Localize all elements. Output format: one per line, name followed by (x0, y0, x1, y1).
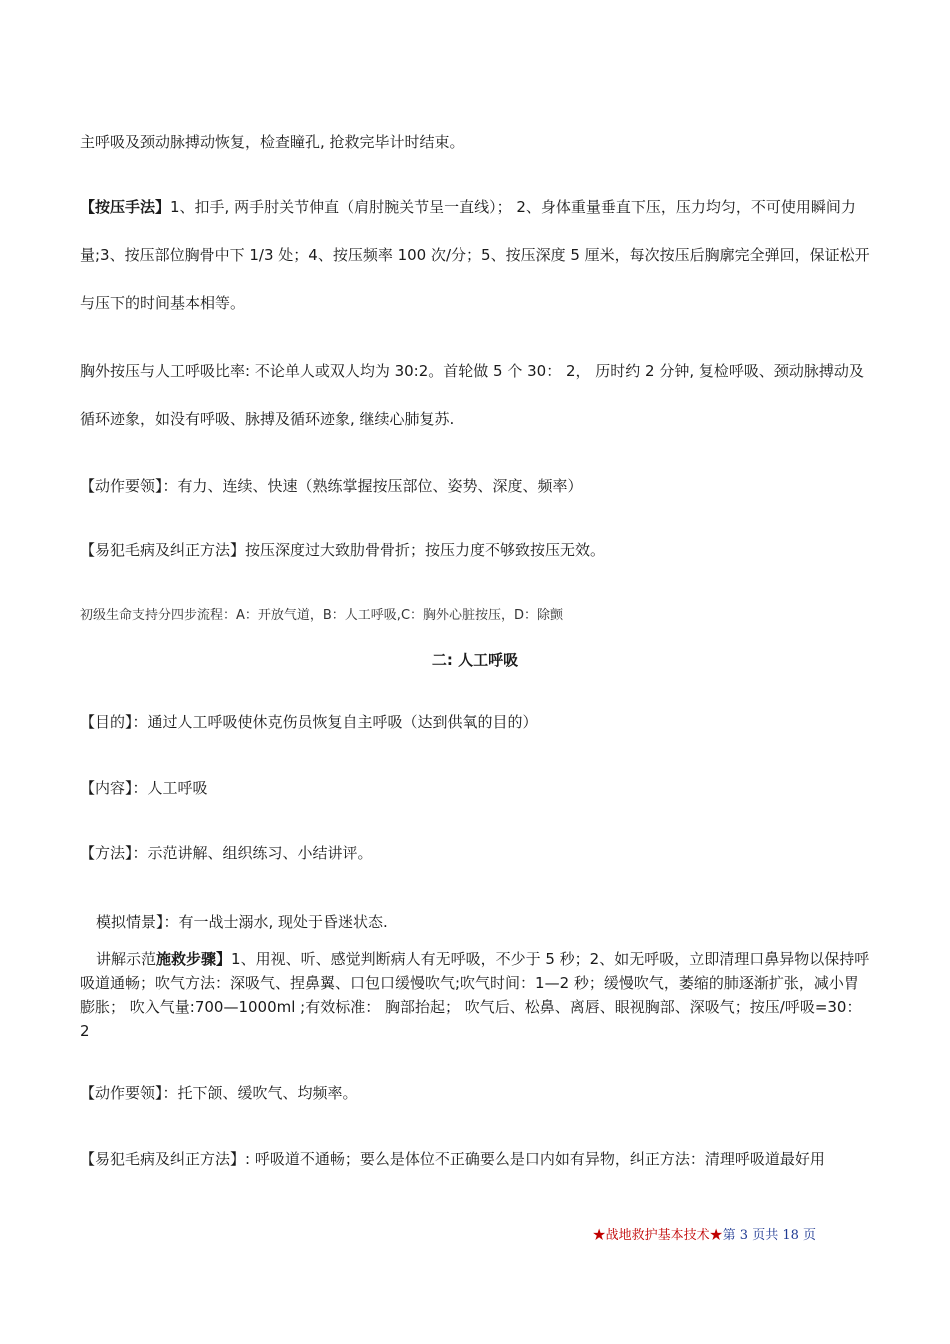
paragraph-breathing-errors: 【易犯毛病及纠正方法】: 呼吸道不通畅；要么是体位不正确要么是口内如有异物，纠正方法：清理呼吸道最好用 (80, 1150, 825, 1168)
text-compression-technique: 1、扣手, 两手肘关节伸直（肩肘腕关节呈一直线）； 2、身体重量垂直下压，压力均匀，不可使用瞬间力量;3、按压部位胸骨中下 1/3 处；4、按压频率 100 次/分；5、按压深度 5 厘米，每次按压后胸廓完全弹回，保证松开与压下的时间基本相等。 (80, 198, 870, 312)
paragraph-bls-steps: 初级生命支持分四步流程：A：开放气道，B：人工呼吸,C：胸外心脏按压，D：除颤 (80, 608, 564, 623)
section-title: 二: 人工呼吸 (431, 651, 519, 669)
paragraph-cpr-end: 主呼吸及颈动脉搏动恢复，检查瞳孔, 抢救完毕计时结束。 (80, 133, 465, 151)
paragraph-content: 【内容】：人工呼吸 (80, 779, 208, 797)
page-footer (593, 1224, 816, 1243)
paragraph-common-errors: 【易犯毛病及纠正方法】按压深度过大致肋骨骨折；按压力度不够致按压无效。 (80, 541, 606, 559)
paragraph-rescue-steps (80, 947, 870, 1043)
text-rescue-steps: 1、用视、听、感觉判断病人有无呼吸，不少于 5 秒；2、如无呼吸，立即清理口鼻异物以保持呼吸道通畅；吹气方法：深吸气、捏鼻翼、口包口缓慢吹气;吹气时间：1—2 秒；缓慢吹气，萎缩的肺逐渐扩张，减小胃膨胀； 吹入气量:700—1000ml ;有效标准： 胸部抬起； 吹气后、松鼻、离唇、眼视胸部、深吸气；按压/呼吸=30： 2 (80, 950, 870, 1040)
paragraph-breathing-essentials: 【动作要领】：托下颌、缓吹气、均频率。 (80, 1084, 358, 1102)
label-rescue-steps: 施救步骤】 (156, 950, 232, 968)
footer-title: ★战地救护基本技术★ (592, 1228, 723, 1243)
paragraph-purpose: 【目的】：通过人工呼吸使休克伤员恢复自主呼吸（达到供氧的目的） (80, 713, 538, 731)
paragraph-compression-ratio: 胸外按压与人工呼吸比率: 不论单人或双人均为 30:2。首轮做 5 个 30： 2， 历时约 2 分钟, 复检呼吸、颈动脉搏动及循环迹象，如没有呼吸、脉搏及循环迹象, 继续心肺复苏. (80, 362, 864, 428)
paragraph-scenario: 模拟情景】：有一战士溺水, 现处于昏迷状态. (96, 913, 388, 931)
label-compression-technique: 【按压手法】 (80, 198, 171, 216)
prefix-rescue-steps: 讲解示范 (96, 950, 157, 968)
paragraph-method: 【方法】：示范讲解、组织练习、小结讲评。 (80, 844, 373, 862)
paragraph-compression-technique (80, 183, 870, 327)
paragraph-action-essentials: 【动作要领】：有力、连续、快速（熟练掌握按压部位、姿势、深度、频率） (80, 477, 583, 495)
footer-page-number: 第 3 页共 18 页 (722, 1228, 816, 1243)
